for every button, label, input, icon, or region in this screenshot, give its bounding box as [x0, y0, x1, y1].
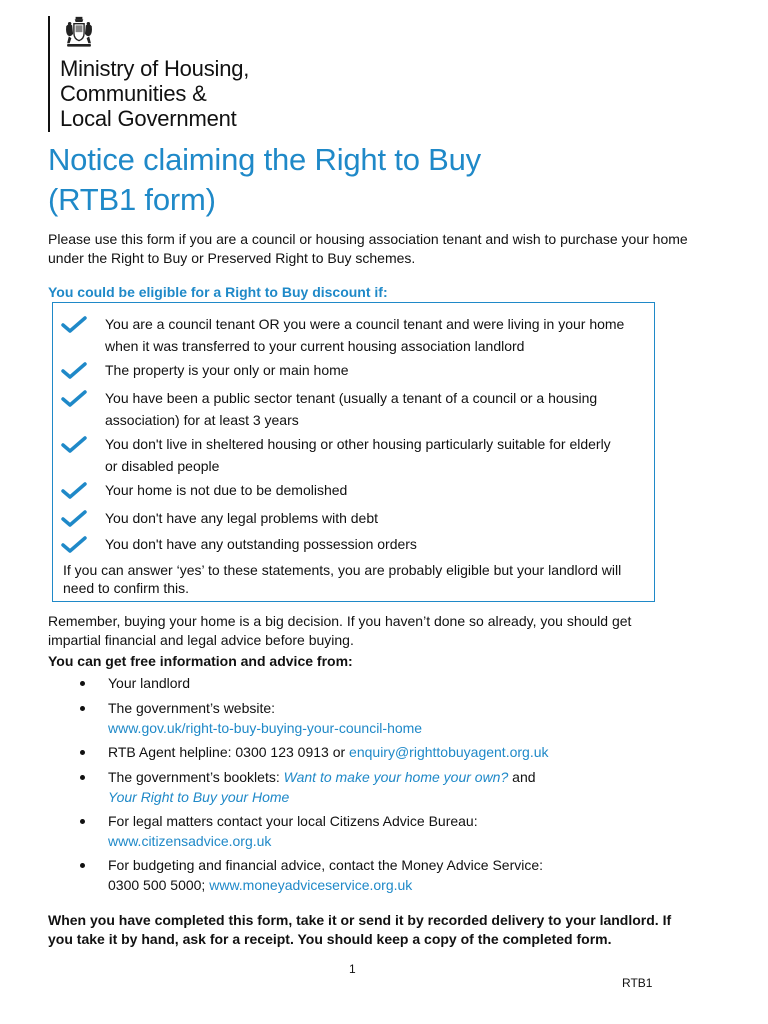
- checkmark-icon: [61, 482, 89, 502]
- citizens-advice-link[interactable]: www.citizensadvice.org.uk: [108, 833, 272, 849]
- advice-reminder-paragraph: Remember, buying your home is a big decision. If you haven’t done so already, you should get impartial financial and legal advice before buying.: [48, 613, 632, 648]
- bullet-icon: [80, 819, 85, 824]
- bullet-icon: [80, 775, 85, 780]
- bullet-icon: [80, 706, 85, 711]
- department-logo: [48, 16, 249, 132]
- department-name-line-3: Local Government: [60, 106, 237, 131]
- criteria-text: You have been a public sector tenant (usually a tenant of a council or a housing association) for at least 3 years: [105, 390, 598, 428]
- advice-budgeting: [108, 855, 668, 895]
- eligibility-heading: You could be eligible for a Right to Buy discount if:: [48, 284, 388, 300]
- helpline-label: RTB Agent helpline: 0300 123 0913 or: [108, 744, 350, 760]
- legal-label: For legal matters contact your local Citizens Advice Bureau:: [108, 813, 478, 829]
- booklets-label: The government’s booklets:: [108, 769, 284, 785]
- booklets-and: and: [508, 769, 536, 785]
- criteria-text: Your home is not due to be demolished: [105, 482, 348, 498]
- royal-coat-of-arms-icon: [62, 16, 96, 50]
- criteria-text: You don't have any legal problems with debt: [105, 510, 379, 526]
- advice-gov-website: [108, 698, 668, 738]
- money-advice-link[interactable]: www.moneyadviceservice.org.uk: [209, 877, 413, 893]
- checkmark-icon: [61, 436, 89, 456]
- advice-helpline: [108, 742, 668, 762]
- form-code: RTB1: [622, 976, 653, 990]
- page-title-line-2: (RTB1 form): [48, 182, 216, 217]
- checkmark-icon: [61, 316, 89, 336]
- helpline-email-link[interactable]: enquiry@righttobuyagent.org.uk: [349, 744, 549, 760]
- gov-website-label: The government’s website:: [108, 700, 276, 716]
- advice-heading: You can get free information and advice from:: [48, 653, 353, 669]
- page-title: [48, 140, 481, 220]
- department-name-line-2: Communities &: [60, 81, 207, 106]
- closing-instructions: When you have completed this form, take it or send it by recorded delivery to your landlord. If you take it by hand, ask for a receipt. You should keep a copy of the completed form.: [48, 912, 672, 947]
- criteria-text: You don't live in sheltered housing or other housing particularly suitable for elderly or disabled people: [105, 436, 611, 474]
- page-title-line-1: Notice claiming the Right to Buy: [48, 142, 481, 177]
- advice-legal: [108, 811, 668, 851]
- budget-phone: 0300 500 5000;: [108, 877, 210, 893]
- checkmark-icon: [61, 510, 89, 530]
- checkmark-icon: [61, 390, 89, 410]
- booklet-link-own-home[interactable]: Want to make your home your own?: [283, 769, 509, 785]
- eligibility-footer-note: If you can answer ‘yes’ to these statements, you are probably eligible but your landlord will need to confirm this.: [63, 562, 622, 596]
- checkmark-icon: [61, 362, 89, 382]
- bullet-icon: [80, 681, 85, 686]
- checkmark-icon: [61, 536, 89, 556]
- eligibility-criteria-box: [52, 302, 655, 602]
- criteria-text: The property is your only or main home: [105, 362, 349, 378]
- budget-label: For budgeting and financial advice, contact the Money Advice Service:: [108, 857, 544, 873]
- gov-website-link[interactable]: www.gov.uk/right-to-buy-buying-your-council-home: [108, 720, 423, 736]
- advice-landlord: Your landlord: [108, 675, 190, 691]
- page-number: 1: [349, 962, 356, 976]
- advice-booklets: [108, 767, 668, 807]
- intro-paragraph: Please use this form if you are a council or housing association tenant and wish to purchase your home under the Right to Buy or Preserved Right to Buy schemes.: [48, 231, 688, 266]
- criteria-text: You don't have any outstanding possession orders: [105, 536, 417, 552]
- department-name-line-1: Ministry of Housing,: [60, 56, 250, 81]
- bullet-icon: [80, 750, 85, 755]
- criteria-text: You are a council tenant OR you were a council tenant and were living in your home when it was transferred to your current housing association landlord: [105, 316, 625, 354]
- bullet-icon: [80, 863, 85, 868]
- booklet-link-right-to-buy[interactable]: Your Right to Buy your Home: [108, 789, 290, 805]
